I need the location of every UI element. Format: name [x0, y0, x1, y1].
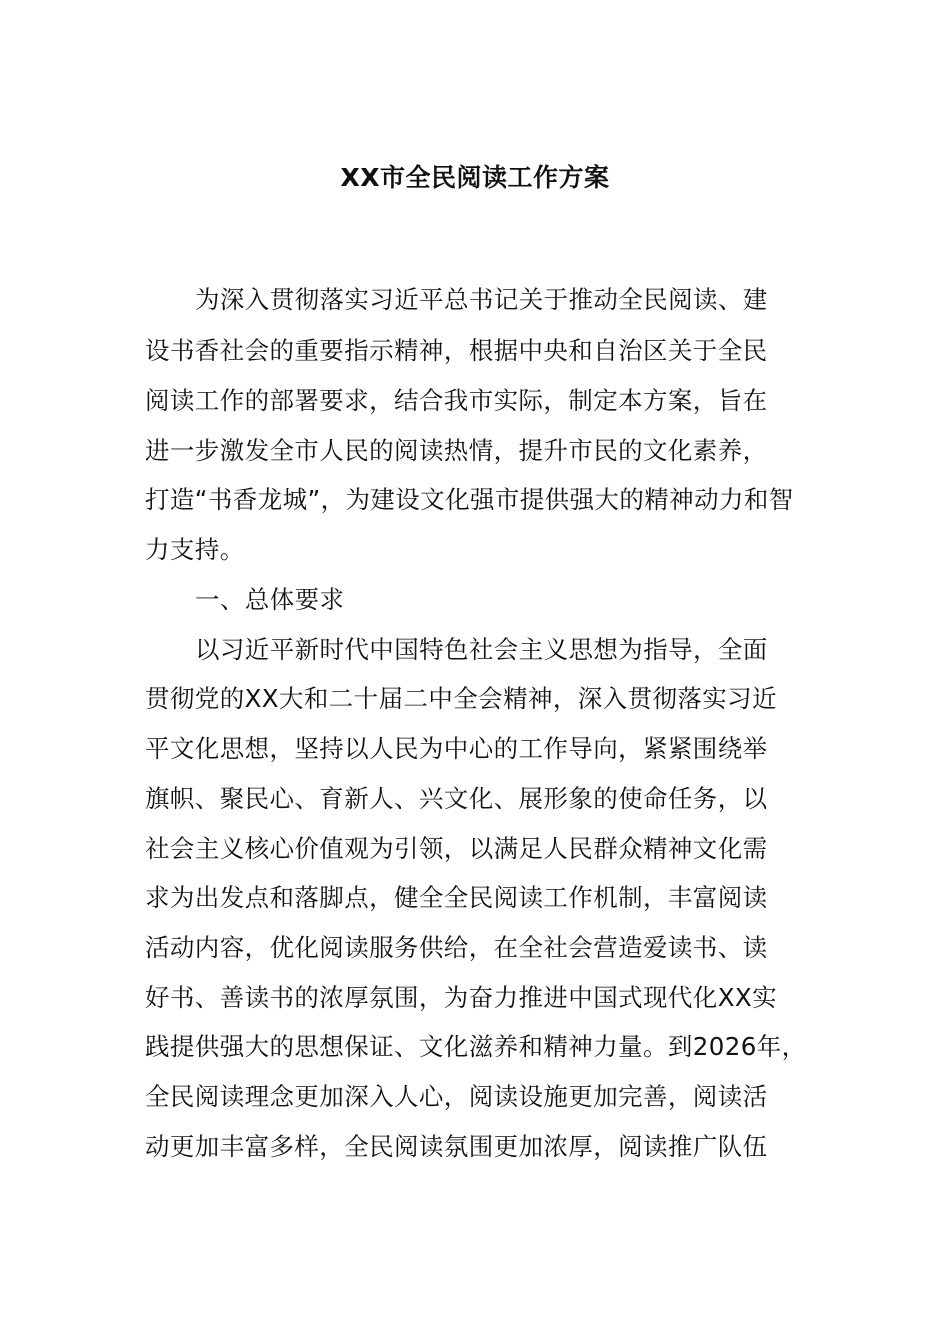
paragraph-line: 阅读工作的部署要求，结合我市实际，制定本方案，旨在 — [145, 386, 768, 415]
paragraph-line: 为深入贯彻落实习近平总书记关于推动全民阅读、建 — [195, 285, 768, 314]
paragraph-line: 动更加丰富多样，全民阅读氛围更加浓厚，阅读推广队伍 — [145, 1132, 768, 1161]
paragraph-line: 好书、善读书的浓厚氛围，为奋力推进中国式现代化XX实 — [145, 983, 777, 1012]
paragraph-line: 全民阅读理念更加深入人心，阅读设施更加完善，阅读活 — [145, 1082, 768, 1111]
section-heading: 一、总体要求 — [195, 585, 345, 614]
paragraph-line: 社会主义核心价值观为引领，以满足人民群众精神文化需 — [145, 834, 768, 863]
paragraph-line: 设书香社会的重要指示精神，根据中央和自治区关于全民 — [145, 336, 768, 365]
paragraph-line: 践提供强大的思想保证、文化滋养和精神力量。到2026年， — [145, 1032, 807, 1061]
paragraph-line: 平文化思想，坚持以人民为中心的工作导向，紧紧围绕举 — [145, 734, 768, 763]
paragraph-line: 打造“书香龙城”，为建设文化强市提供强大的精神动力和智 — [145, 485, 794, 514]
paragraph-line: 活动内容，优化阅读服务供给，在全社会营造爱读书、读 — [145, 933, 768, 962]
paragraph-line: 求为出发点和落脚点，健全全民阅读工作机制，丰富阅读 — [145, 883, 768, 912]
paragraph-line: 进一步激发全市人民的阅读热情，提升市民的文化素养， — [145, 436, 768, 465]
paragraph-line: 贯彻党的XX大和二十届二中全会精神，深入贯彻落实习近 — [145, 684, 777, 713]
paragraph-line: 力支持。 — [145, 535, 245, 564]
paragraph-line: 以习近平新时代中国特色社会主义思想为指导，全面 — [195, 635, 768, 664]
paragraph-line: 旗帜、聚民心、育新人、兴文化、展形象的使命任务，以 — [145, 784, 768, 813]
document-title: XX市全民阅读工作方案 — [340, 163, 610, 192]
